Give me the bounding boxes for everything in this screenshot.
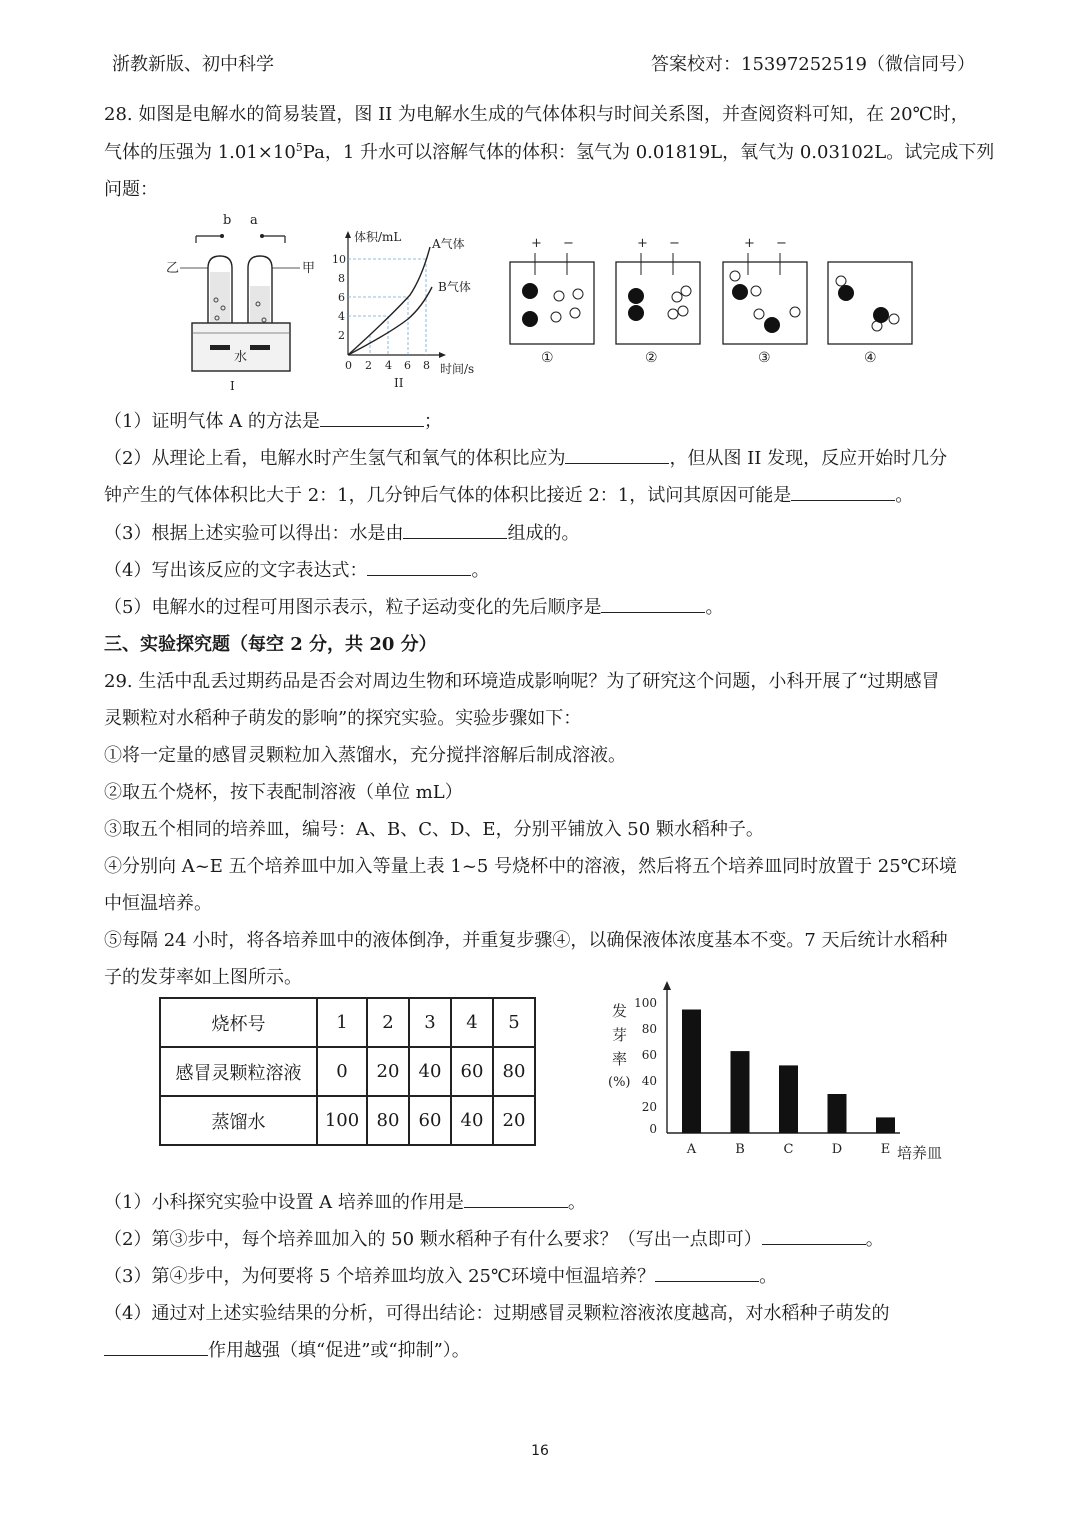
q29-sub-1: （1）小科探究实验中设置 A 培养皿的作用是 。	[104, 1188, 586, 1214]
page-number: 16	[531, 1443, 549, 1459]
q28-sub-2a: （2）从理论上看，电解水时产生氢气和氧气的体积比应为 ，但从图 II 发现，反应开始时几分	[104, 444, 947, 470]
x-tick-label-D: D	[831, 1142, 843, 1157]
table-cell: 3	[409, 998, 451, 1047]
q28-sub-1: （1）证明气体 A 的方法是 ；	[104, 407, 442, 433]
q28-intro-line-3: 问题：	[104, 179, 158, 200]
q29-sub-4a: （4）通过对上述实验结果的分析，可得出结论：过期感冒灵颗粒溶液浓度越高，对水稻种子萌发的	[104, 1303, 890, 1324]
q29-step-3: ③取五个相同的培养皿，编号：A、B、C、D、E，分别平铺放入 50 颗水稻种子。	[104, 819, 764, 840]
table-cell: 2	[367, 998, 409, 1047]
curve-a-label: A气体	[432, 237, 465, 251]
table-cell: 4	[451, 998, 493, 1047]
bar-D	[828, 1094, 847, 1133]
xtick-6: 6	[404, 359, 411, 372]
table-cell: 5	[493, 998, 535, 1047]
y-tick-label: 20	[641, 1100, 657, 1114]
particle-box-3	[723, 236, 807, 366]
graph-xlabel: 时间/s	[440, 362, 475, 376]
x-tick-label-E: E	[880, 1142, 891, 1157]
y-tick-label: 80	[641, 1022, 657, 1036]
q29-intro-line-1: 29. 生活中乱丢过期药品是否会对周边生物和环境造成影响呢？为了研究这个问题，小科开展了“过期感冒	[104, 671, 940, 692]
volume-time-graph	[330, 225, 490, 390]
q28-sub-4: （4）写出该反应的文字表达式： 。	[104, 556, 489, 582]
y-tick-label: 0	[649, 1122, 657, 1136]
answer-blank[interactable]	[464, 1189, 568, 1208]
table-row	[160, 1096, 535, 1145]
electrode-label-a: a	[250, 213, 258, 228]
q29-intro-line-2: 灵颗粒对水稻种子萌发的影响”的探究实验。实验步骤如下：	[104, 708, 582, 729]
answer-blank[interactable]	[367, 557, 471, 576]
x-tick-label-B: B	[735, 1142, 745, 1157]
particle-box-4	[828, 262, 912, 366]
svg-text:−: −	[563, 236, 574, 251]
q28-sub-5: （5）电解水的过程可用图示表示，粒子运动变化的先后顺序是 。	[104, 593, 723, 619]
svg-text:−: −	[776, 236, 787, 251]
q29-step-4b: 中恒温培养。	[104, 893, 212, 914]
tube-label-jia: 甲	[302, 261, 316, 276]
table-cell: 40	[451, 1096, 493, 1145]
q28-sub-3: （3）根据上述实验可以得出：水是由 组成的。	[104, 519, 579, 545]
figure-i-caption: I	[230, 379, 235, 393]
table-cell: 20	[493, 1096, 535, 1145]
q28-sub-2b: 钟产生的气体体积比大于 2：1，几分钟后气体的体积比接近 2：1，试问其原因可能是 。	[104, 481, 913, 507]
table-cell: 80	[493, 1047, 535, 1096]
table-cell: 80	[367, 1096, 409, 1145]
bar-B	[731, 1051, 750, 1133]
table-row	[160, 1047, 535, 1096]
answer-blank[interactable]	[655, 1263, 759, 1282]
q29-step-5a: ⑤每隔 24 小时，将各培养皿中的液体倒净，并重复步骤④，以确保液体浓度基本不变。7 天后统计水稻种	[104, 930, 948, 951]
table-cell: 蒸馏水	[160, 1096, 317, 1145]
y-tick-label: 100	[634, 996, 657, 1010]
ylabel-char-4: (%)	[608, 1075, 631, 1090]
ylabel-char-1: 发	[612, 1002, 628, 1020]
table-cell: 20	[367, 1047, 409, 1096]
water-label: 水	[234, 350, 248, 365]
xtick-4: 4	[385, 359, 392, 372]
table-cell: 60	[409, 1096, 451, 1145]
tube-label-yi: 乙	[166, 261, 180, 276]
answer-blank[interactable]	[320, 408, 424, 427]
bar-C	[779, 1065, 798, 1133]
particle-box-1	[510, 236, 594, 366]
bar-E	[876, 1117, 895, 1133]
section-heading: 三、实验探究题（每空 2 分，共 20 分）	[104, 634, 437, 655]
answer-blank[interactable]	[601, 594, 705, 613]
answer-blank[interactable]	[565, 445, 669, 464]
table-cell: 100	[317, 1096, 367, 1145]
x-tick-label-C: C	[783, 1142, 794, 1157]
q29-step-4a: ④分别向 A~E 五个培养皿中加入等量上表 1~5 号烧杯中的溶液，然后将五个培养皿同时放置于 25℃环境	[104, 856, 957, 877]
electrolysis-apparatus-figure	[160, 208, 320, 393]
particle-box-2	[616, 236, 700, 366]
y-tick-label: 60	[641, 1048, 657, 1062]
svg-text:−: −	[669, 236, 680, 251]
y-axis-arrow	[663, 981, 671, 990]
table-row	[160, 998, 535, 1047]
figure-ii-caption: II	[394, 376, 404, 390]
particle-label-2: ②	[645, 350, 658, 366]
particle-label-4: ④	[864, 350, 877, 366]
graph-ylabel: 体积/mL	[354, 230, 402, 244]
beaker-table	[159, 997, 536, 1146]
table-cell: 0	[317, 1047, 367, 1096]
particle-label-1: ①	[541, 350, 554, 366]
xtick-2: 2	[365, 359, 372, 372]
particle-diagrams	[505, 235, 925, 370]
ytick-8: 8	[338, 272, 345, 285]
ytick-4: 4	[338, 310, 345, 323]
header-right: 答案校对：15397252519（微信同号）	[651, 54, 975, 75]
table-cell: 感冒灵颗粒溶液	[160, 1047, 317, 1096]
ytick-2: 2	[338, 329, 345, 342]
table-cell: 烧杯号	[160, 998, 317, 1047]
svg-text:+: +	[531, 236, 542, 251]
xtick-8: 8	[423, 359, 430, 372]
table-cell: 60	[451, 1047, 493, 1096]
q28-intro-line-1: 28. 如图是电解水的简易装置，图 II 为电解水生成的气体体积与时间关系图，并查阅资料可知，在 20℃时，	[104, 104, 969, 125]
ylabel-char-3: 率	[612, 1050, 628, 1068]
x-axis-label: 培养皿	[897, 1144, 943, 1162]
q29-step-2: ②取五个烧杯，按下表配制溶液（单位 mL）	[104, 782, 463, 803]
xtick-0: 0	[345, 359, 352, 372]
q29-sub-3: （3）第④步中，为何要将 5 个培养皿均放入 25℃环境中恒温培养？ 。	[104, 1262, 777, 1288]
q29-step-5b: 子的发芽率如上图所示。	[104, 967, 302, 988]
answer-blank[interactable]	[403, 520, 507, 539]
ylabel-char-2: 芽	[612, 1026, 628, 1044]
electrode-label-b: b	[223, 213, 232, 228]
ytick-10: 10	[332, 253, 346, 266]
answer-blank[interactable]	[762, 1226, 866, 1245]
svg-text:+: +	[637, 236, 648, 251]
x-tick-label-A: A	[686, 1142, 697, 1157]
curve-b-label: B气体	[438, 280, 471, 294]
ytick-6: 6	[338, 291, 345, 304]
table-cell: 40	[409, 1047, 451, 1096]
q29-step-1: ①将一定量的感冒灵颗粒加入蒸馏水，充分搅拌溶解后制成溶液。	[104, 745, 626, 766]
q28-intro-line-2: 气体的压强为 $1.01\times 10^5Pa$，1 升水可以溶解气体的体积：氢气为 0.01819L，氧气为 0.03102L。试完成下列	[104, 141, 995, 163]
q29-sub-4b: 作用越强（填“促进”或“抑制”）。	[104, 1336, 470, 1362]
answer-blank[interactable]	[104, 1337, 208, 1356]
particle-label-3: ③	[758, 350, 771, 366]
bar-A	[682, 1010, 701, 1134]
table-cell: 1	[317, 998, 367, 1047]
answer-blank[interactable]	[791, 482, 895, 501]
header-left: 浙教新版、初中科学	[112, 54, 274, 75]
y-tick-label: 40	[641, 1074, 657, 1088]
q29-sub-2: （2）第③步中，每个培养皿加入的 50 颗水稻种子有什么要求？（写出一点即可） 。	[104, 1225, 884, 1251]
svg-text:+: +	[744, 236, 755, 251]
germination-rate-chart	[600, 978, 950, 1168]
